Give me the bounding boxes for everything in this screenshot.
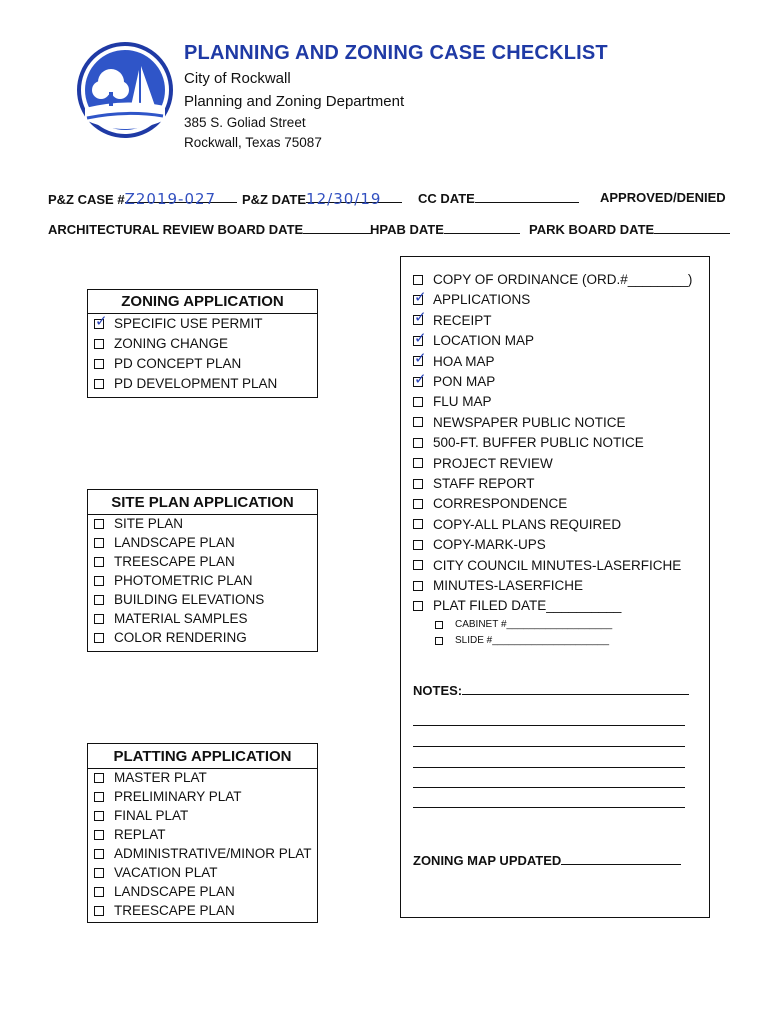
park-board-blank[interactable] — [654, 221, 730, 234]
checked-checkbox[interactable] — [413, 288, 427, 306]
site-plan-application-section — [87, 489, 318, 652]
platting-item — [94, 808, 188, 823]
site-plan-item-label: PHOTOMETRIC PLAN — [114, 573, 253, 588]
checkbox[interactable] — [413, 458, 423, 468]
checked-checkbox[interactable] — [413, 309, 427, 327]
park-board-label: PARK BOARD DATE — [529, 222, 655, 237]
site-plan-item — [94, 611, 248, 626]
checklist-item — [413, 329, 535, 349]
checklist-item — [413, 415, 626, 430]
platting-item-label: MASTER PLAT — [114, 770, 207, 785]
checkbox[interactable] — [413, 417, 423, 427]
checkbox[interactable] — [94, 614, 104, 624]
zoning-item — [94, 312, 263, 331]
zoning-item — [94, 376, 277, 391]
site-plan-item-label: TREESCAPE PLAN — [114, 554, 235, 569]
platting-item-label: TREESCAPE PLAN — [114, 903, 235, 918]
platting-item — [94, 846, 312, 861]
checkbox[interactable] — [94, 830, 104, 840]
checkmark-icon: ✓ — [95, 312, 108, 330]
site-plan-application-title: SITE PLAN APPLICATION — [88, 490, 317, 515]
cc-date-field — [418, 190, 579, 206]
arb-date-label: ARCHITECTURAL REVIEW BOARD DATE — [48, 222, 304, 237]
org-name: City of Rockwall — [184, 70, 291, 87]
site-plan-item-label: BUILDING ELEVATIONS — [114, 592, 265, 607]
checked-checkbox[interactable] — [413, 329, 427, 347]
notes-line-2[interactable] — [413, 725, 685, 726]
checklist-sub-item-label: CABINET #___________________ — [455, 619, 613, 630]
checkbox[interactable] — [94, 538, 104, 548]
page-title: PLANNING AND ZONING CASE CHECKLIST — [184, 42, 608, 64]
checkbox[interactable] — [413, 397, 423, 407]
platting-item — [94, 789, 242, 804]
checklist-item — [413, 517, 621, 532]
site-plan-item — [94, 630, 247, 645]
checklist-item-label: LOCATION MAP — [433, 333, 535, 349]
checkmark-icon: ✓ — [414, 370, 427, 388]
platting-item-label: ADMINISTRATIVE/MINOR PLAT — [114, 846, 312, 861]
zoning-application-title: ZONING APPLICATION — [88, 290, 317, 314]
checklist-item-label: HOA MAP — [433, 353, 495, 369]
notes-line-6[interactable] — [413, 807, 685, 808]
checkbox[interactable] — [94, 792, 104, 802]
checkbox[interactable] — [94, 379, 104, 389]
site-plan-item-label: SITE PLAN — [114, 516, 184, 531]
zoning-item-label: PD DEVELOPMENT PLAN — [114, 376, 278, 391]
checklist-item — [413, 476, 535, 491]
hpab-date-blank[interactable] — [444, 221, 520, 234]
zoning-item-label: ZONING CHANGE — [114, 336, 229, 351]
platting-item-label: PRELIMINARY PLAT — [114, 789, 242, 804]
hpab-date-label: HPAB DATE — [370, 222, 444, 237]
checklist-item — [413, 456, 553, 471]
checkmark-icon: ✓ — [414, 329, 427, 347]
checkbox[interactable] — [94, 339, 104, 349]
checklist-item-label: COPY OF ORDINANCE (ORD.#________) — [433, 272, 693, 287]
pz-date-label: P&Z DATE — [242, 192, 307, 207]
pz-case-value[interactable]: Z2019-027 — [125, 190, 237, 203]
site-plan-item — [94, 573, 253, 588]
platting-item — [94, 903, 235, 918]
checkmark-icon: ✓ — [414, 288, 427, 306]
site-plan-item — [94, 592, 264, 607]
city-address: Rockwall, Texas 75087 — [184, 135, 322, 150]
checklist-item — [413, 578, 583, 593]
checklist-item — [413, 435, 644, 450]
checkbox[interactable] — [94, 595, 104, 605]
checkbox[interactable] — [94, 519, 104, 529]
checklist-sub-item-label: SLIDE #_____________________ — [455, 635, 610, 646]
checkbox[interactable] — [94, 868, 104, 878]
pz-date-value[interactable]: 12/30/19 — [306, 190, 402, 203]
checklist-item-label: COPY-ALL PLANS REQUIRED — [433, 516, 622, 532]
checked-checkbox[interactable] — [413, 370, 427, 388]
checked-checkbox[interactable] — [94, 312, 108, 330]
platting-item — [94, 865, 218, 880]
platting-item — [94, 770, 207, 785]
zoning-item — [94, 356, 241, 371]
checklist-item — [413, 537, 546, 552]
checkbox[interactable] — [413, 540, 423, 550]
platting-item — [94, 827, 166, 842]
checkbox[interactable] — [413, 519, 423, 529]
zoning-item-label: SPECIFIC USE PERMIT — [114, 316, 263, 331]
site-plan-item — [94, 516, 183, 531]
notes-label: NOTES: — [413, 683, 463, 698]
checkbox[interactable] — [435, 621, 443, 629]
site-plan-item — [94, 535, 235, 550]
city-logo — [75, 40, 175, 140]
checkbox[interactable] — [413, 499, 423, 509]
checkbox[interactable] — [94, 633, 104, 643]
checklist-item-label: 500-FT. BUFFER PUBLIC NOTICE — [433, 435, 644, 451]
checkbox[interactable] — [94, 849, 104, 859]
site-plan-item-label: COLOR RENDERING — [114, 630, 247, 645]
checklist-item-label: STAFF REPORT — [433, 476, 535, 491]
dept-name: Planning and Zoning Department — [184, 93, 405, 110]
approved-denied-label: APPROVED/DENIED — [600, 190, 726, 205]
checklist-item — [413, 370, 496, 389]
notes-line-1[interactable] — [462, 682, 689, 695]
checklist-item — [413, 288, 531, 308]
park-board-field — [529, 221, 730, 237]
checkmark-icon: ✓ — [414, 309, 427, 327]
checklist-sub-item — [435, 635, 609, 646]
site-plan-item-label: MATERIAL SAMPLES — [114, 611, 248, 626]
checkbox[interactable] — [94, 906, 104, 916]
checklist-item-label: PROJECT REVIEW — [433, 455, 553, 471]
checklist-item-label: APPLICATIONS — [433, 292, 531, 308]
checklist-item — [413, 309, 492, 328]
checklist-item-label: MINUTES-LASERFICHE — [433, 578, 584, 593]
platting-item-label: FINAL PLAT — [114, 808, 189, 823]
checklist-item-label: COPY-MARK-UPS — [433, 537, 546, 553]
notes-field — [413, 682, 689, 698]
arb-date-field — [48, 221, 371, 237]
cc-date-label: CC DATE — [418, 191, 475, 206]
checklist-item — [413, 394, 492, 409]
checkbox[interactable] — [94, 576, 104, 586]
checklist-item — [413, 558, 681, 573]
pz-case-field — [48, 190, 237, 207]
checklist-item-label: RECEIPT — [433, 312, 492, 328]
zoning-item — [94, 336, 228, 351]
checklist-item-label: CORRESPONDENCE — [433, 496, 568, 512]
notes-line-5[interactable] — [413, 787, 685, 788]
zoning-map-updated-field — [413, 852, 681, 868]
checkbox[interactable] — [413, 560, 423, 570]
checklist-item-label: PON MAP — [433, 374, 496, 389]
hpab-date-field — [370, 221, 520, 237]
checkbox[interactable] — [413, 275, 423, 285]
checkbox[interactable] — [435, 637, 443, 645]
platting-item — [94, 884, 235, 899]
pz-date-field — [242, 190, 402, 207]
notes-line-3[interactable] — [413, 746, 685, 747]
checklist-item — [413, 350, 495, 369]
platting-item-label: REPLAT — [114, 827, 166, 842]
checklist-item — [413, 272, 692, 287]
arb-date-blank[interactable] — [303, 221, 371, 234]
platting-application-title: PLATTING APPLICATION — [88, 744, 317, 769]
site-plan-item-label: LANDSCAPE PLAN — [114, 535, 235, 550]
checklist-item-label: NEWSPAPER PUBLIC NOTICE — [433, 414, 626, 430]
checkbox[interactable] — [413, 479, 423, 489]
checklist-item-label: PLAT FILED DATE__________ — [433, 598, 622, 614]
checkbox[interactable] — [94, 359, 104, 369]
checkbox[interactable] — [94, 887, 104, 897]
zoning-item-label: PD CONCEPT PLAN — [114, 356, 242, 371]
platting-item-label: LANDSCAPE PLAN — [114, 884, 235, 899]
checklist-item — [413, 598, 621, 613]
checkbox[interactable] — [94, 811, 104, 821]
checkbox[interactable] — [413, 581, 423, 591]
checkmark-icon: ✓ — [414, 350, 427, 368]
checkbox[interactable] — [413, 438, 423, 448]
site-plan-item — [94, 554, 235, 569]
checked-checkbox[interactable] — [413, 350, 427, 368]
checklist-item-label: FLU MAP — [433, 394, 492, 410]
checklist-sub-item — [435, 619, 612, 630]
cc-date-blank[interactable] — [475, 190, 579, 203]
zoning-map-updated-label: ZONING MAP UPDATED — [413, 853, 562, 868]
zoning-map-updated-blank[interactable] — [561, 852, 681, 865]
street-address: 385 S. Goliad Street — [184, 115, 306, 130]
checkbox[interactable] — [413, 601, 423, 611]
pz-case-label: P&Z CASE # — [48, 192, 125, 207]
checkbox[interactable] — [94, 557, 104, 567]
platting-item-label: VACATION PLAT — [114, 865, 218, 880]
checkbox[interactable] — [94, 773, 104, 783]
checklist-item — [413, 496, 567, 511]
checklist-item-label: CITY COUNCIL MINUTES-LASERFICHE — [433, 557, 682, 573]
notes-line-4[interactable] — [413, 767, 685, 768]
